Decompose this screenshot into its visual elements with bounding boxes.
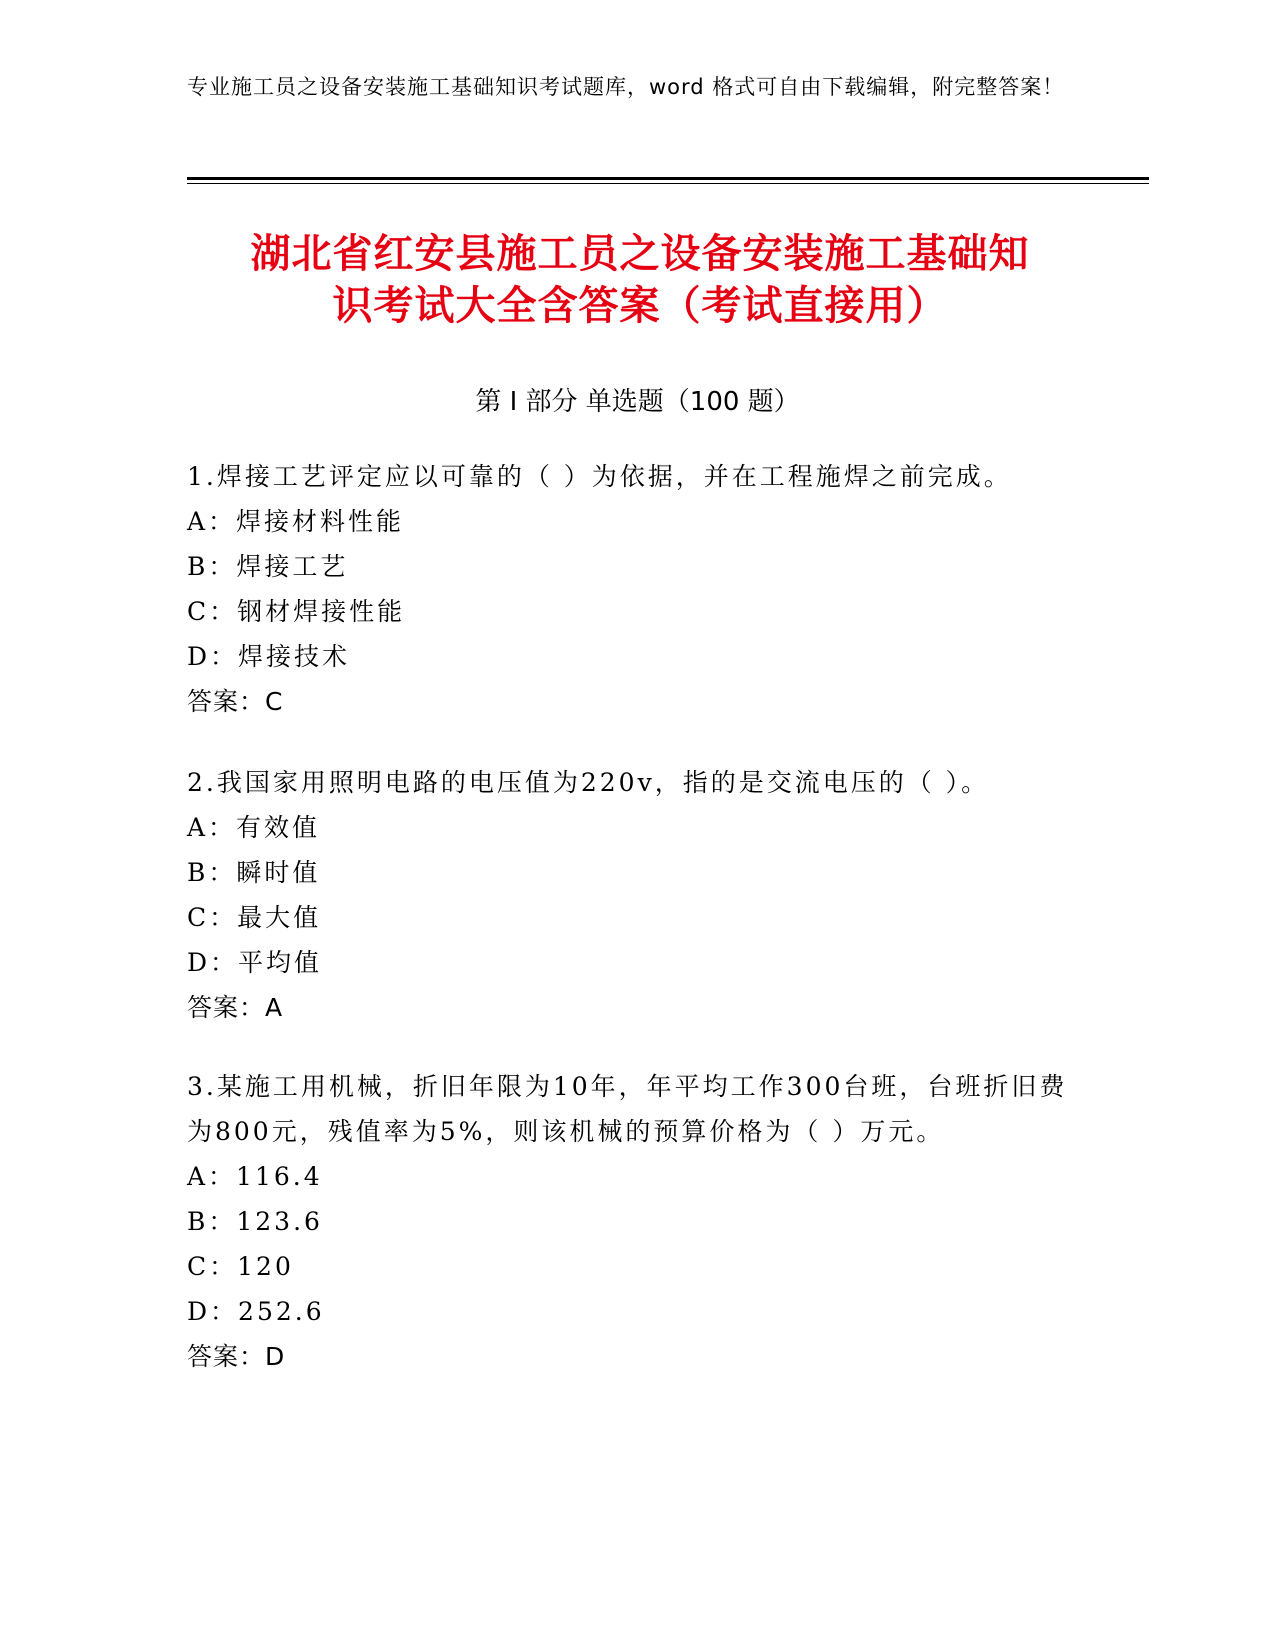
question-stem: 1.焊接工艺评定应以可靠的（ ）为依据，并在工程施焊之前完成。 bbox=[187, 462, 1012, 491]
option-d: D：252.6 bbox=[187, 1297, 325, 1326]
document-title-line-2: 识考试大全含答案（考试直接用） bbox=[332, 283, 948, 329]
document-title bbox=[190, 228, 1090, 332]
option-b: B：瞬时值 bbox=[187, 858, 321, 887]
header-note: 专业施工员之设备安装施工基础知识考试题库，word 格式可自由下载编辑，附完整答案！ bbox=[187, 75, 1065, 99]
question-stem: 3.某施工用机械，折旧年限为10年，年平均工作300台班，台班折旧费为800元，残值率为5%，则该机械的预算价格为（ ）万元。 bbox=[187, 1072, 1068, 1146]
option-b: B：123.6 bbox=[187, 1207, 323, 1236]
question-2 bbox=[187, 760, 1087, 1030]
header-divider-thick bbox=[187, 177, 1149, 180]
option-c: C：钢材焊接性能 bbox=[187, 597, 406, 626]
question-1 bbox=[187, 454, 1087, 724]
option-a: A：焊接材料性能 bbox=[187, 507, 405, 536]
document-title-line-1: 湖北省红安县施工员之设备安装施工基础知 bbox=[250, 231, 1030, 277]
option-c: C：最大值 bbox=[187, 903, 322, 932]
section-title: 第 I 部分 单选题（100 题） bbox=[475, 387, 800, 417]
answer: 答案：D bbox=[187, 1342, 286, 1371]
option-c: C：120 bbox=[187, 1252, 294, 1281]
answer: 答案：A bbox=[187, 993, 284, 1022]
option-d: D：平均值 bbox=[187, 948, 323, 977]
option-a: A：有效值 bbox=[187, 813, 321, 842]
option-a: A：116.4 bbox=[187, 1162, 323, 1191]
option-d: D：焊接技术 bbox=[187, 642, 351, 671]
question-stem: 2.我国家用照明电路的电压值为220v，指的是交流电压的（ ）。 bbox=[187, 768, 990, 797]
header-divider-thin bbox=[187, 183, 1149, 184]
question-3 bbox=[187, 1064, 1087, 1379]
answer: 答案：C bbox=[187, 687, 284, 716]
option-b: B：焊接工艺 bbox=[187, 552, 349, 581]
